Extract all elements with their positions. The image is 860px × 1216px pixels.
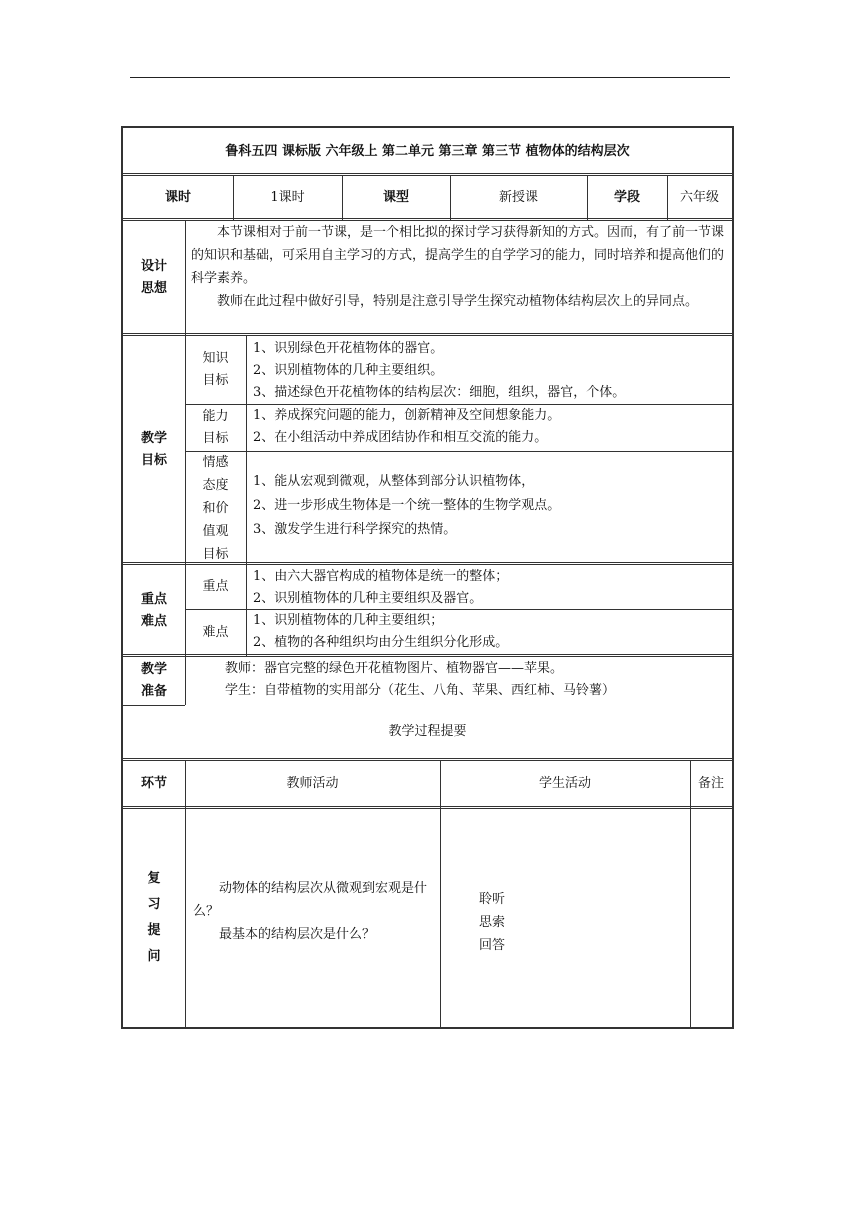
review-student-activity <box>479 888 679 958</box>
review-char-3: 提 <box>147 923 161 938</box>
divider <box>185 657 186 705</box>
ability-goal-label <box>185 405 246 451</box>
process-title: 教学过程提要 <box>388 724 467 739</box>
knowledge-label-line1: 知识 <box>202 351 229 366</box>
divider <box>185 451 732 452</box>
list-item: 1、养成探究问题的能力，创新精神及空间想象能力。 <box>253 408 561 423</box>
review-teacher-activity <box>193 877 433 957</box>
design-content <box>191 221 728 335</box>
prep-label-line2: 准备 <box>140 684 167 699</box>
design-label-line1: 设计 <box>140 259 167 274</box>
header-rule <box>130 77 730 78</box>
prep-teacher-line: 教师：器官完整的绿色开花植物图片、植物器官——苹果。 <box>225 661 564 676</box>
knowledge-goal-label <box>185 336 246 404</box>
goals-label-line1: 教学 <box>140 431 167 446</box>
key-point-label: 重点 <box>202 579 229 594</box>
column-header-note: 备注 <box>697 775 724 791</box>
emotion-label-line1: 情感 <box>202 454 229 470</box>
design-paragraph-2: 教师在此过程中做好引导，特别是注意引导学生探究动植物体结构层次上的异同点。 <box>217 294 699 309</box>
list-item: 聆听 <box>479 892 506 907</box>
key-label-line2: 难点 <box>140 613 167 629</box>
prep-content <box>225 658 725 704</box>
divider <box>246 565 247 656</box>
list-item: 2、在小组活动中养成团结协作和相互交流的能力。 <box>253 430 548 445</box>
prep-student-line: 学生：自带植物的实用部分（花生、八角、苹果、西红柿、马铃薯） <box>225 683 616 698</box>
emotion-goal-label <box>185 452 246 564</box>
lesson-hours-label: 课时 <box>164 190 191 205</box>
design-section-label <box>123 221 185 335</box>
knowledge-label-line2: 目标 <box>202 373 229 388</box>
divider <box>185 761 186 1027</box>
review-char-4: 问 <box>147 949 161 964</box>
divider <box>185 221 186 335</box>
lesson-hours-value: 1课时 <box>270 190 305 205</box>
list-item: 思索 <box>479 915 506 930</box>
review-stage-label <box>123 809 185 1027</box>
emotion-label-line5: 目标 <box>202 546 229 562</box>
divider <box>246 336 247 564</box>
prep-section-label <box>123 657 185 705</box>
column-header-stage: 环节 <box>140 775 167 791</box>
emotion-label-line4: 值观 <box>202 523 229 539</box>
goals-section-label <box>123 336 185 564</box>
list-item: 3、描述绿色开花植物体的结构层次：细胞，组织，器官，个体。 <box>253 385 626 400</box>
key-point-list <box>253 566 731 610</box>
list-item: 2、植物的各种组织均由分生组织分化形成。 <box>253 635 509 650</box>
list-item: 3、激发学生进行科学探究的热情。 <box>253 522 457 537</box>
review-teacher-question-2: 最基本的结构层次是什么？ <box>219 927 376 942</box>
difficulty-list <box>253 610 731 656</box>
grade-stage-value: 六年级 <box>679 190 719 205</box>
grade-stage-label: 学段 <box>613 190 640 205</box>
emotion-goal-list <box>253 470 731 542</box>
ability-label-line2: 目标 <box>202 431 229 446</box>
review-teacher-question-1: 动物体的结构层次从微观到宏观是什么？ <box>193 881 428 919</box>
difficulty-label: 难点 <box>202 625 229 640</box>
knowledge-goal-list <box>253 338 731 404</box>
key-label-line1: 重点 <box>140 591 167 607</box>
goals-label-line2: 目标 <box>140 453 167 468</box>
list-item: 1、识别植物体的几种主要组织； <box>253 613 444 628</box>
divider <box>123 806 732 809</box>
emotion-label-line2: 态度 <box>202 477 229 493</box>
list-item: 2、识别植物体的几种主要组织及器官。 <box>253 591 483 606</box>
list-item: 回答 <box>479 938 506 953</box>
list-item: 1、识别绿色开花植物体的器官。 <box>253 341 444 356</box>
review-char-1: 复 <box>147 871 161 886</box>
column-header-student: 学生活动 <box>538 775 591 791</box>
column-header-teacher: 教师活动 <box>286 775 339 791</box>
page-title: 鲁科五四 课标版 六年级上 第二单元 第三章 第三节 植物体的结构层次 <box>225 143 630 159</box>
list-item: 2、进一步形成生物体是一个统一整体的生物学观点。 <box>253 498 561 513</box>
design-label-line2: 思想 <box>140 281 167 296</box>
review-char-2: 习 <box>147 897 161 912</box>
emotion-label-line3: 和价 <box>202 500 229 516</box>
lesson-plan-table <box>121 126 734 1029</box>
list-item: 2、识别植物体的几种主要组织。 <box>253 363 444 378</box>
list-item: 1、由六大器官构成的植物体是统一的整体； <box>253 569 509 584</box>
ability-label-line1: 能力 <box>202 409 229 424</box>
lesson-type-label: 课型 <box>382 190 409 205</box>
list-item: 1、能从宏观到微观，从整体到部分认识植物体， <box>253 474 535 489</box>
prep-label-line1: 教学 <box>140 662 167 677</box>
lesson-type-value: 新授课 <box>498 190 538 205</box>
divider <box>690 761 691 1027</box>
design-paragraph-1: 本节课相对于前一节课，是一个相比拟的探讨学习获得新知的方式。因而，有了前一节课的知识和基础，可采用自主学习的方式，提高学生的自学学习的能力，同时培养和提高他们的科学素养。 <box>191 225 725 286</box>
key-section-label <box>123 565 185 656</box>
divider <box>440 761 441 1027</box>
ability-goal-list <box>253 405 731 451</box>
divider <box>123 654 732 657</box>
